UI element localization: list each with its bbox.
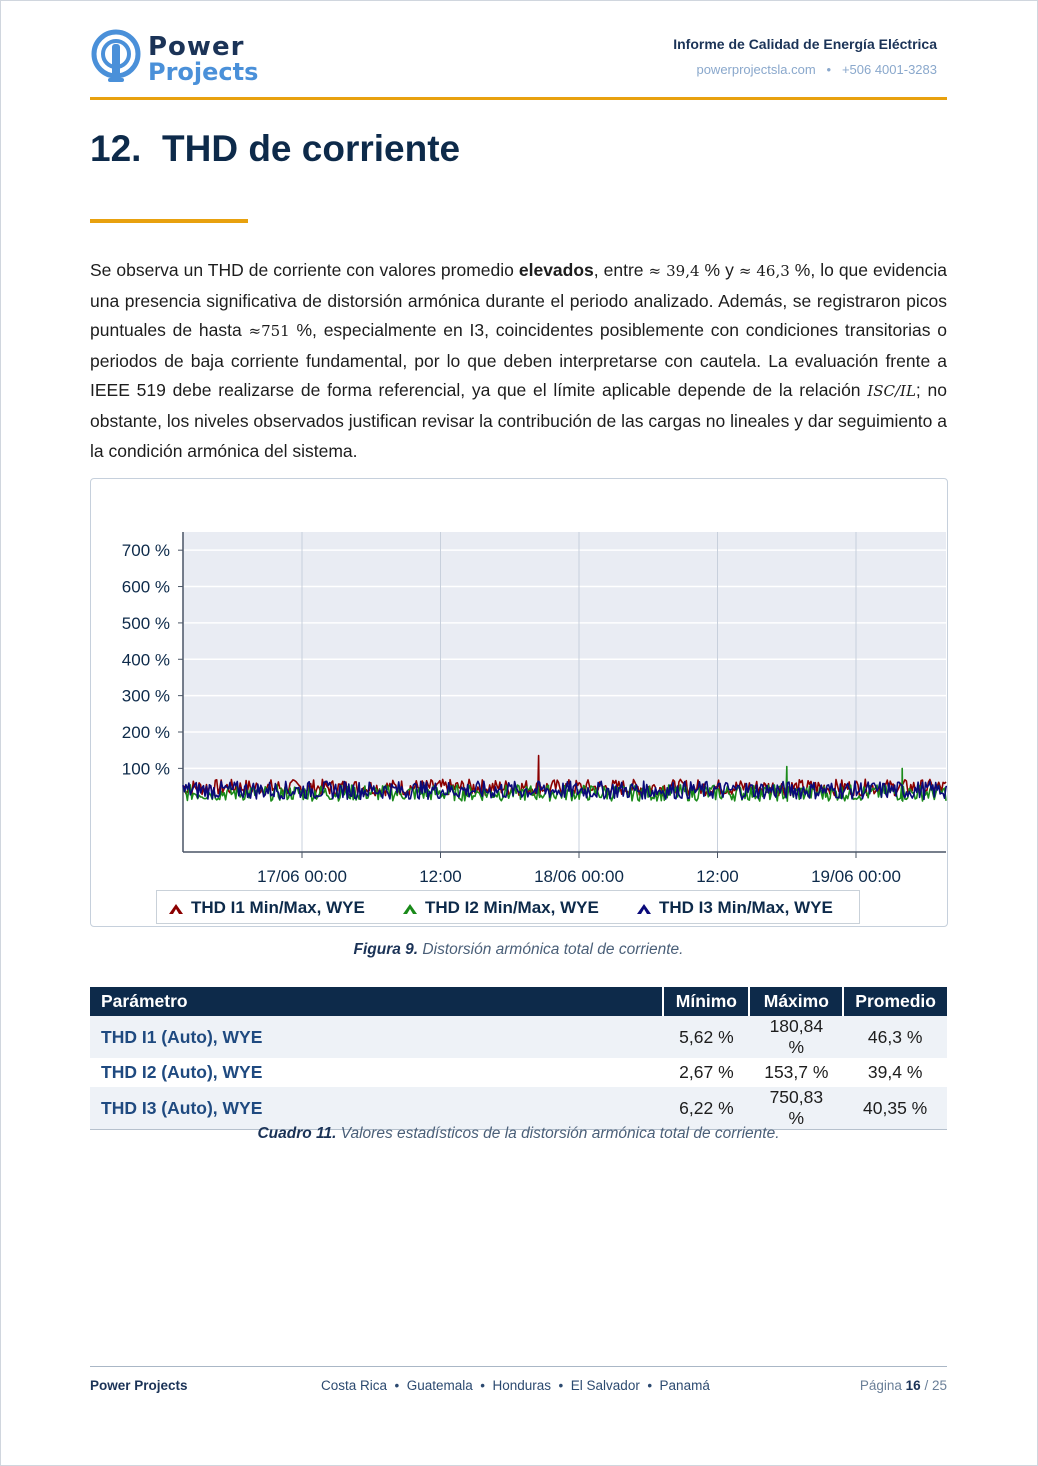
logo-text-projects: Projects [148, 58, 259, 86]
table-cell: THD I2 (Auto), WYE [101, 1062, 263, 1082]
ratio-formula: ISC/IL [867, 382, 916, 401]
value-max-avg: 46,3 [756, 262, 790, 280]
table-cell: 153,7 % [764, 1062, 829, 1082]
footer-divider [90, 1366, 947, 1367]
page-total: 25 [931, 1378, 947, 1393]
table-header-row [90, 987, 947, 1016]
text-run: ; no obstante, los niveles observados justifican revisar la contribución de las cargas no lineales y dar seguimiento a la condición armónica del sistema. [90, 380, 947, 461]
table-row [90, 1087, 947, 1130]
legend-item-i3[interactable] [635, 898, 833, 918]
table-cell: 5,62 % [663, 1016, 749, 1058]
figure-caption [90, 941, 947, 959]
stats-table [90, 987, 947, 1130]
bullet-separator: • [819, 62, 839, 77]
caption-text: Valores estadísticos de la distorsión armónica total de corriente. [336, 1125, 780, 1142]
contact-line [673, 62, 937, 77]
legend-label: THD I2 Min/Max, WYE [425, 898, 599, 917]
section-heading [90, 128, 460, 170]
lightbulb-icon [90, 28, 146, 88]
text-run: Se observa un THD de corriente con valores promedio [90, 260, 519, 280]
report-title: Informe de Calidad de Energía Eléctrica [673, 36, 937, 52]
caret-up-icon [635, 901, 653, 915]
page-separator: / [920, 1378, 932, 1393]
table-cell: 750,83 % [749, 1087, 843, 1130]
legend-item-i1[interactable] [167, 898, 365, 918]
value-peak: 751 [261, 322, 290, 341]
x-tick-label: 12:00 [696, 867, 739, 886]
column-header: Mínimo [663, 987, 749, 1016]
phone-number: +506 4001-3283 [841, 62, 937, 77]
page-label: Página [859, 1378, 906, 1393]
x-tick-label: 18/06 00:00 [534, 867, 624, 886]
table-cell: 39,4 % [867, 1062, 923, 1082]
page-header [90, 28, 947, 98]
bold-text: elevados [518, 260, 594, 280]
column-header: Parámetro [90, 987, 663, 1016]
table-row [90, 1016, 947, 1058]
header-info [673, 36, 937, 77]
table-cell: THD I1 (Auto), WYE [90, 1016, 663, 1058]
caption-label: Figura 9. [353, 941, 419, 958]
thd-current-chart [91, 479, 947, 926]
caption-text: Distorsión armónica total de corriente. [418, 941, 684, 958]
footer-countries: Costa Rica • Guatemala • Honduras • El Salvador • Panamá [321, 1378, 710, 1393]
footer-company: Power Projects [90, 1378, 188, 1393]
website-link[interactable]: powerprojectsla.com [696, 62, 816, 77]
y-tick-label: 700 % [121, 541, 170, 561]
table-cell: 180,84 % [749, 1016, 843, 1058]
table-cell: 40,35 % [843, 1087, 947, 1130]
x-tick-label: 12:00 [419, 867, 462, 886]
x-tick-label: 19/06 00:00 [811, 867, 901, 886]
legend-label: THD I3 Min/Max, WYE [659, 898, 833, 917]
caret-up-icon [167, 901, 185, 915]
legend-item-i2[interactable] [401, 898, 599, 918]
body-paragraph [90, 256, 947, 466]
approx-symbol: ≈ [738, 262, 752, 280]
caret-up-icon [401, 901, 419, 915]
table-cell: 2,67 % [679, 1062, 734, 1082]
table-caption [90, 1125, 947, 1143]
value-min-avg: 39,4 [666, 262, 700, 280]
y-tick-label: 600 % [121, 577, 170, 597]
logo-text-power: Power [148, 32, 245, 62]
text-run: % y [699, 260, 739, 280]
column-header: Promedio [843, 987, 947, 1016]
section-title: THD de corriente [162, 128, 461, 169]
header-divider [90, 97, 947, 100]
y-tick-label: 500 % [121, 613, 170, 633]
legend-label: THD I1 Min/Max, WYE [191, 898, 365, 917]
table-cell: 6,22 % [663, 1087, 749, 1130]
page-current: 16 [905, 1378, 921, 1393]
heading-underline [90, 219, 248, 223]
text-run: , entre [593, 260, 649, 280]
table-row [90, 1058, 947, 1087]
approx-symbol: ≈ [648, 262, 662, 280]
y-tick-label: 200 % [121, 723, 170, 742]
chart-container [90, 478, 948, 927]
column-header: Máximo [749, 987, 843, 1016]
approx-symbol: ≈ [248, 322, 262, 341]
caption-label: Cuadro 11. [257, 1125, 337, 1142]
x-tick-label: 17/06 00:00 [257, 867, 347, 886]
section-number: 12. [90, 128, 142, 169]
y-tick-label: 400 % [121, 650, 170, 670]
page-number [860, 1378, 947, 1393]
table-cell: THD I3 (Auto), WYE [90, 1087, 663, 1130]
text-run: %, especialmente en I3, coincidentes posiblemente con condiciones transitorias o periodos de baja corriente fundamental, por lo que deben interpretarse con cautela. La evaluación frente a IEEE 519 debe realizarse de forma referencial, ya que el límite aplicable depende de la relación [90, 320, 947, 401]
chart-legend [156, 890, 860, 924]
y-tick-label: 300 % [121, 686, 170, 706]
y-tick-label: 100 % [121, 759, 170, 779]
text-run: %, lo que evidencia una presencia significativa de distorsión armónica durante el periodo analizado. Además, se registraron picos puntuales de hasta [90, 260, 947, 341]
company-logo [90, 28, 260, 88]
table-cell: 46,3 % [843, 1016, 947, 1058]
